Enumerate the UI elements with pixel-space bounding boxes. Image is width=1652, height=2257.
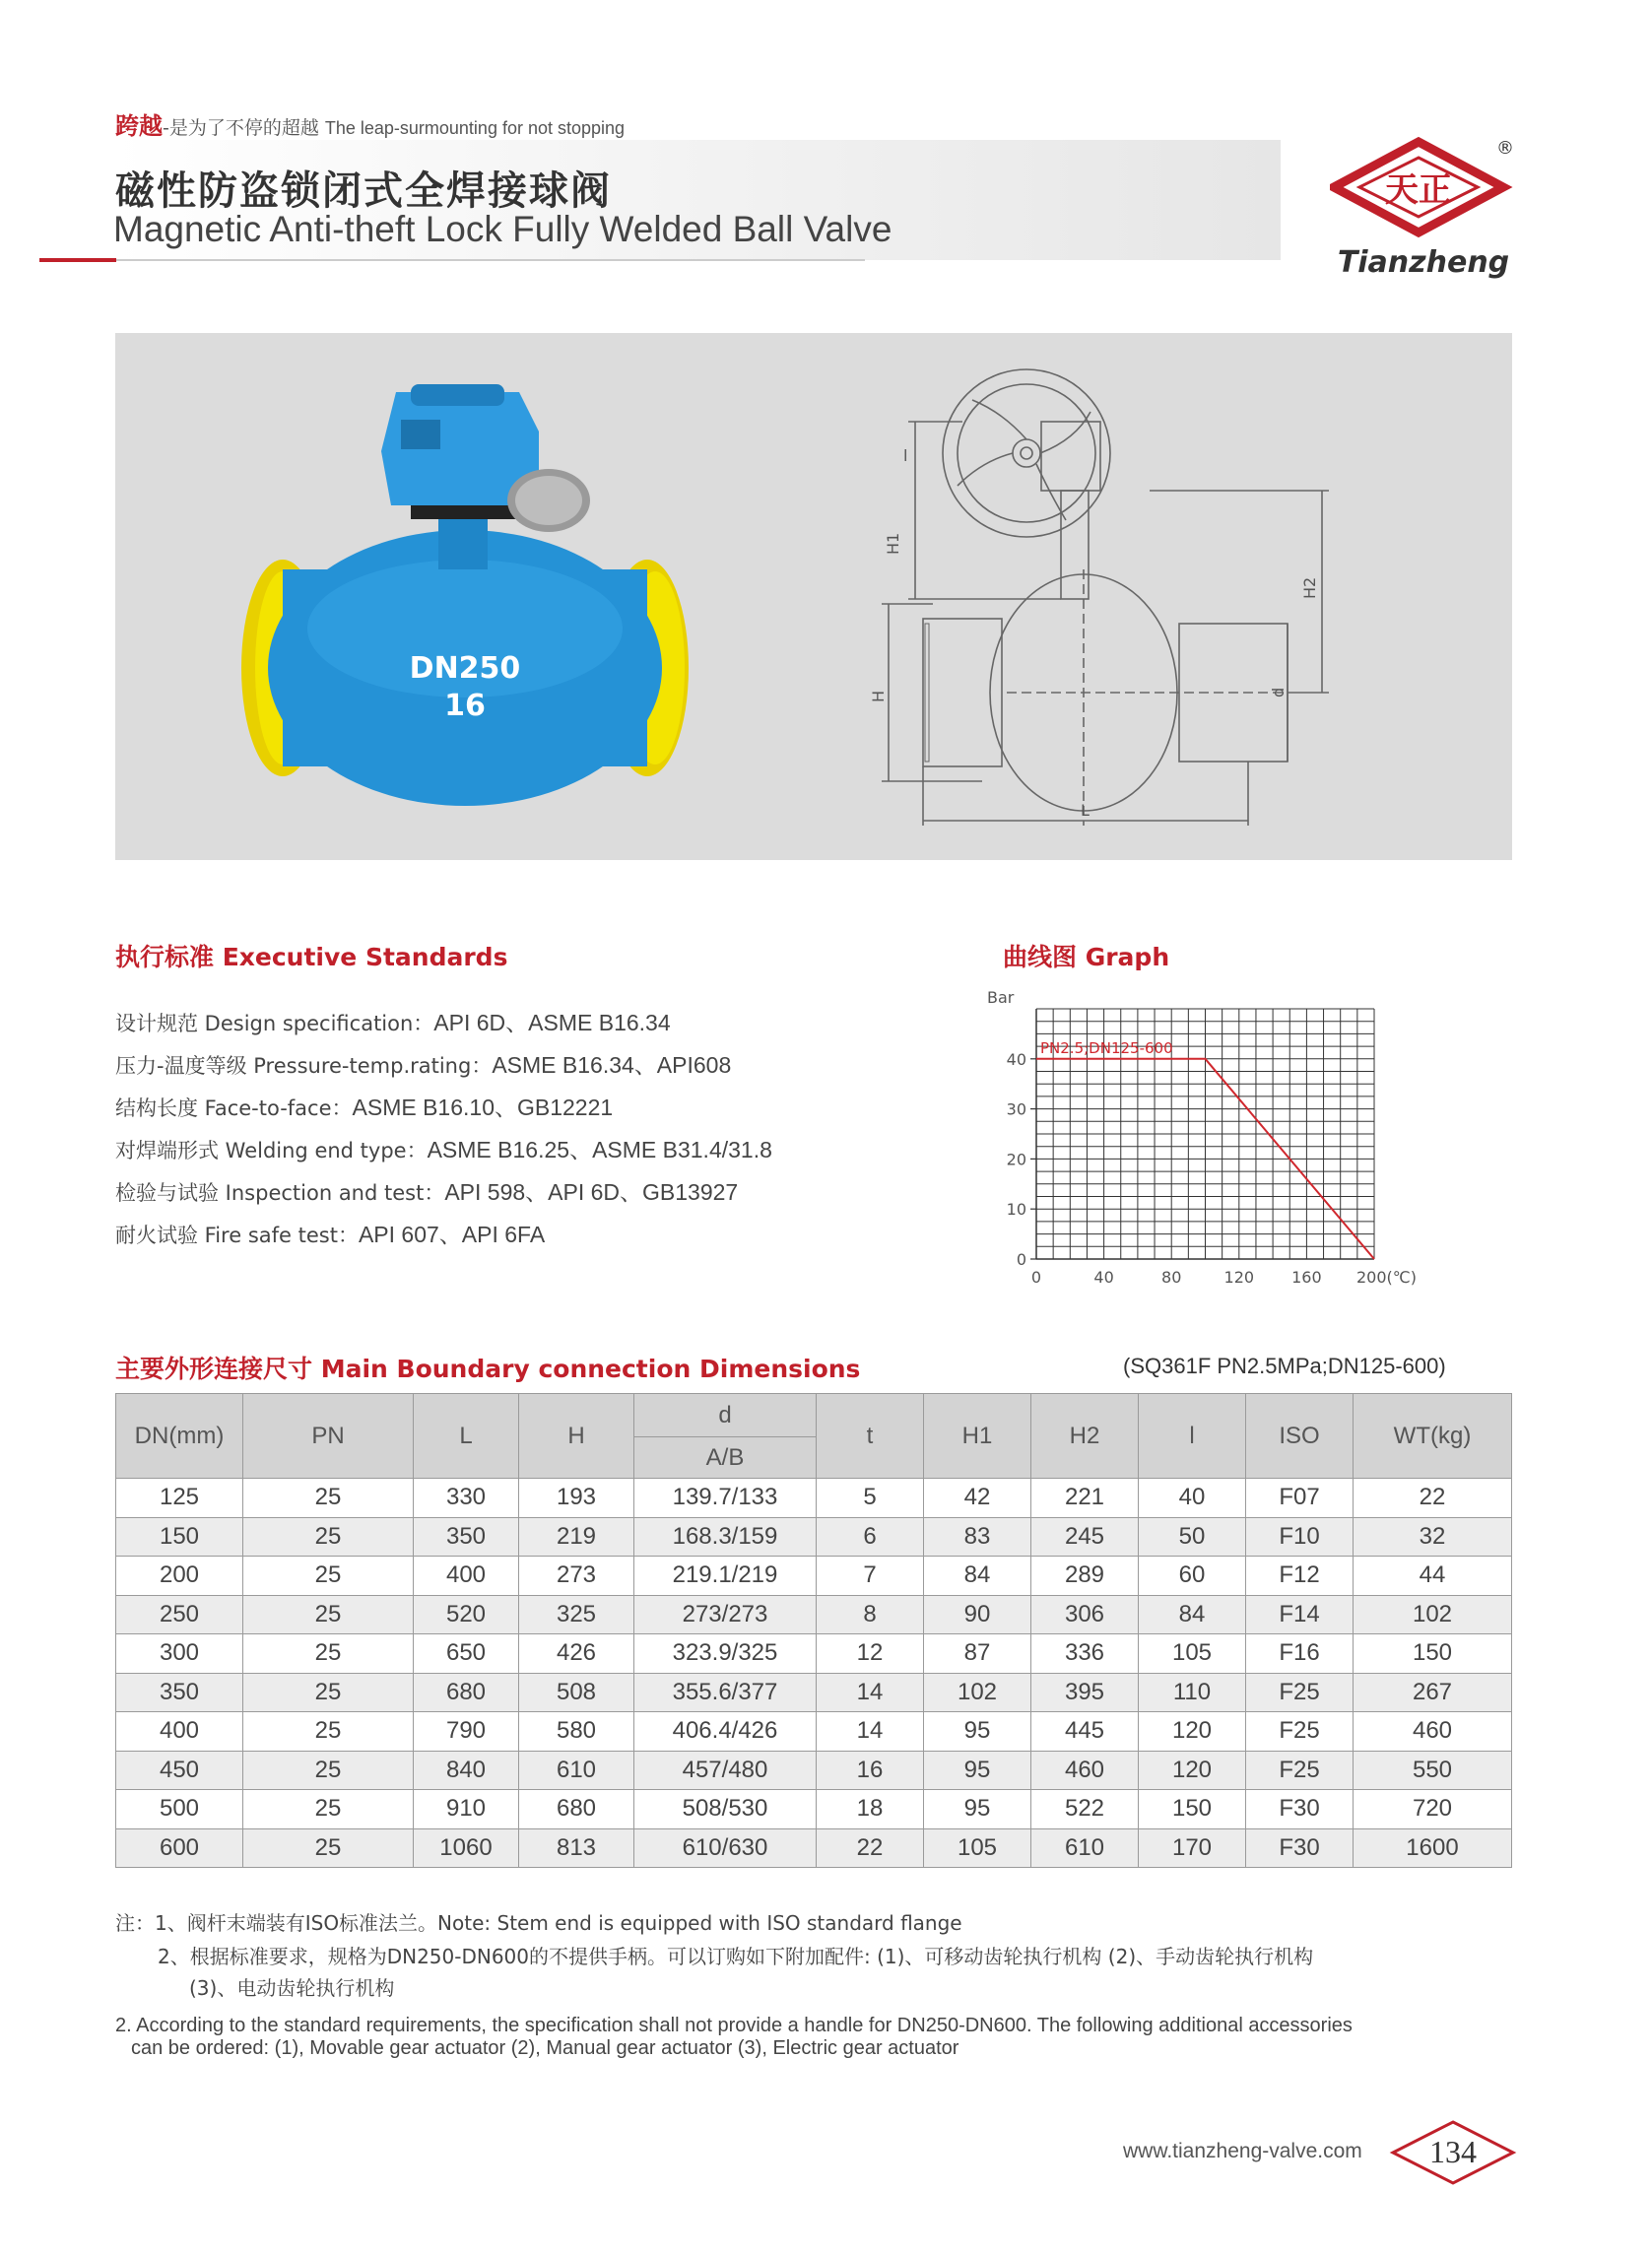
table-cell: 426 [519, 1634, 634, 1674]
table-cell: 25 [243, 1751, 414, 1790]
table-cell: 508 [519, 1673, 634, 1712]
page-number-badge [1389, 2118, 1517, 2187]
table-cell: 25 [243, 1595, 414, 1634]
dim-label-h2: H2 [1300, 576, 1319, 599]
table-row [116, 1673, 1512, 1712]
graph-heading: 曲线图 Graph [1003, 943, 1170, 971]
table-cell: F10 [1246, 1517, 1354, 1557]
table-row [116, 1828, 1512, 1868]
table-cell: F25 [1246, 1751, 1354, 1790]
x-axis-unit-label: 200(℃) [1356, 1268, 1417, 1287]
table-cell: 406.4/426 [634, 1712, 817, 1752]
table-cell: 221 [1031, 1479, 1139, 1518]
table-cell: 219 [519, 1517, 634, 1557]
dim-label-h1: H1 [884, 532, 902, 555]
note-2-cn: 2、根据标准要求，规格为DN250-DN600的不提供手柄。可以订购如下附加配件: (1)、可移动齿轮执行机构 (2)、手动齿轮执行机构 [158, 1945, 1314, 1968]
table-row [116, 1479, 1512, 1518]
table-cell: 14 [817, 1712, 924, 1752]
table-cell: 289 [1031, 1557, 1139, 1596]
col-stem-l: l [1139, 1394, 1246, 1479]
table-cell: 168.3/159 [634, 1517, 817, 1557]
standard-value: API 6D、ASME B16.34 [433, 1010, 671, 1035]
standards-heading: 执行标准 Executive Standards [115, 943, 508, 971]
table-cell: 83 [924, 1517, 1031, 1557]
table-cell: 95 [924, 1751, 1031, 1790]
table-cell: 193 [519, 1479, 634, 1518]
table-cell: 200 [116, 1557, 243, 1596]
table-cell: 120 [1139, 1712, 1246, 1752]
table-cell: 460 [1031, 1751, 1139, 1790]
slogan [115, 106, 625, 141]
table-cell: 150 [1139, 1790, 1246, 1829]
table-cell: 90 [924, 1595, 1031, 1634]
col-dn: DN(mm) [116, 1394, 243, 1479]
table-cell: 6 [817, 1517, 924, 1557]
dim-label-l: l [903, 446, 908, 465]
y-tick-label: 40 [1006, 1049, 1026, 1069]
body-marking-pressure: 16 [444, 689, 486, 723]
standard-item [115, 1047, 731, 1080]
table-cell: 910 [414, 1790, 519, 1829]
slogan-cn: -是为了不停的超越 [163, 117, 319, 139]
table-cell: 520 [414, 1595, 519, 1634]
logo-brand-name: Tianzheng [1337, 245, 1510, 280]
page-title-cn: 磁性防盗锁闭式全焊接球阀 [115, 168, 612, 214]
table-cell: 395 [1031, 1673, 1139, 1712]
footer-url[interactable]: www.tianzheng-valve.com [1123, 2140, 1362, 2162]
table-cell: 7 [817, 1557, 924, 1596]
table-cell: 355.6/377 [634, 1673, 817, 1712]
table-cell: F25 [1246, 1712, 1354, 1752]
note-2-en: 2. According to the standard requirements, the specification shall not provide a handle for DN250-DN600. The following additional accessories [115, 2015, 1353, 2036]
table-cell: 840 [414, 1751, 519, 1790]
table-cell: 25 [243, 1479, 414, 1518]
table-cell: 18 [817, 1790, 924, 1829]
table-cell: 25 [243, 1634, 414, 1674]
table-cell: 323.9/325 [634, 1634, 817, 1674]
table-cell: 139.7/133 [634, 1479, 817, 1518]
table-cell: 125 [116, 1479, 243, 1518]
standard-item [115, 1132, 772, 1164]
standard-label: 检验与试验 Inspection and test： [115, 1181, 445, 1205]
table-cell: 170 [1139, 1828, 1246, 1868]
table-cell: 1060 [414, 1828, 519, 1868]
table-row [116, 1790, 1512, 1829]
dim-label-d: d [1269, 687, 1288, 697]
col-iso: ISO [1246, 1394, 1354, 1479]
series-label: PN2.5;DN125-600 [1040, 1038, 1173, 1057]
dim-label-h: H [869, 690, 888, 702]
table-cell: 460 [1354, 1712, 1512, 1752]
x-tick-label: 160 [1291, 1268, 1322, 1287]
table-cell: 95 [924, 1790, 1031, 1829]
table-cell: 267 [1354, 1673, 1512, 1712]
table-cell: 580 [519, 1712, 634, 1752]
table-cell: 5 [817, 1479, 924, 1518]
table-cell: 32 [1354, 1517, 1512, 1557]
table-cell: F30 [1246, 1790, 1354, 1829]
table-cell: 508/530 [634, 1790, 817, 1829]
table-cell: 550 [1354, 1751, 1512, 1790]
table-cell: 219.1/219 [634, 1557, 817, 1596]
table-cell: 25 [243, 1517, 414, 1557]
table-cell: 610/630 [634, 1828, 817, 1868]
x-tick-label: 0 [1030, 1268, 1042, 1287]
table-cell: 400 [116, 1712, 243, 1752]
table-cell: 325 [519, 1595, 634, 1634]
table-cell: 245 [1031, 1517, 1139, 1557]
title-underline [116, 259, 865, 261]
table-cell: 22 [817, 1828, 924, 1868]
table-cell: 150 [1354, 1634, 1512, 1674]
table-cell: 25 [243, 1790, 414, 1829]
product-image-panel [115, 333, 1512, 860]
logo-mark-text: 天正 [1385, 170, 1452, 210]
table-cell: 610 [1031, 1828, 1139, 1868]
table-cell: 600 [116, 1828, 243, 1868]
table-cell: 16 [817, 1751, 924, 1790]
table-cell: 25 [243, 1828, 414, 1868]
technical-drawing [882, 369, 1329, 826]
col-l: L [414, 1394, 519, 1479]
table-cell: 336 [1031, 1634, 1139, 1674]
table-cell: 450 [116, 1751, 243, 1790]
table-cell: 25 [243, 1712, 414, 1752]
note-1: 注：1、阀杆末端装有ISO标准法兰。Note: Stem end is equipped with ISO standard flange [115, 1911, 962, 1935]
page-number: 134 [1429, 2134, 1477, 2169]
col-h: H [519, 1394, 634, 1479]
y-tick-label: 0 [1016, 1250, 1026, 1269]
table-cell: F16 [1246, 1634, 1354, 1674]
standard-label: 结构长度 Face-to-face： [115, 1096, 353, 1120]
y-tick-label: 30 [1006, 1099, 1026, 1119]
table-cell: 84 [1139, 1595, 1246, 1634]
y-tick-label: 20 [1006, 1150, 1026, 1169]
table-cell: 25 [243, 1673, 414, 1712]
table-cell: 40 [1139, 1479, 1246, 1518]
table-cell: 306 [1031, 1595, 1139, 1634]
standard-label: 压力-温度等级 Pressure-temp.rating： [115, 1054, 493, 1078]
table-cell: 720 [1354, 1790, 1512, 1829]
standard-value: API 598、API 6D、GB13927 [444, 1179, 739, 1205]
table-cell: 330 [414, 1479, 519, 1518]
table-cell: 790 [414, 1712, 519, 1752]
table-row [116, 1634, 1512, 1674]
table-cell: 14 [817, 1673, 924, 1712]
table-cell: 350 [414, 1517, 519, 1557]
table-row [116, 1557, 1512, 1596]
x-tick-label: 40 [1093, 1268, 1114, 1287]
table-cell: 680 [414, 1673, 519, 1712]
note-2-en-cont: can be ordered: (1), Movable gear actuator (2), Manual gear actuator (3), Electric gear actuator [131, 2037, 959, 2059]
standard-item [115, 1174, 738, 1207]
table-cell: 1600 [1354, 1828, 1512, 1868]
table-cell: 680 [519, 1790, 634, 1829]
table-cell: F30 [1246, 1828, 1354, 1868]
dim-label-length: L [1081, 801, 1090, 820]
table-cell: 22 [1354, 1479, 1512, 1518]
standard-label: 对焊端形式 Welding end type： [115, 1139, 428, 1162]
table-cell: F12 [1246, 1557, 1354, 1596]
dimensions-heading: 主要外形连接尺寸 Main Boundary connection Dimensions [115, 1355, 861, 1383]
company-logo [1330, 134, 1517, 282]
standard-value: ASME B16.34、API608 [492, 1052, 732, 1078]
table-cell: 522 [1031, 1790, 1139, 1829]
x-tick-label: 120 [1223, 1268, 1255, 1287]
standard-value: API 607、API 6FA [358, 1222, 546, 1247]
note-2-cn-cont: (3)、电动齿轮执行机构 [189, 1976, 395, 2000]
standard-value: ASME B16.25、ASME B31.4/31.8 [427, 1137, 772, 1162]
table-cell: 250 [116, 1595, 243, 1634]
table-cell: 84 [924, 1557, 1031, 1596]
col-wt: WT(kg) [1354, 1394, 1512, 1479]
col-h1: H1 [924, 1394, 1031, 1479]
body-marking-size: DN250 [409, 651, 521, 686]
table-cell: 12 [817, 1634, 924, 1674]
table-cell: 500 [116, 1790, 243, 1829]
standard-item [115, 1005, 671, 1037]
table-cell: 95 [924, 1712, 1031, 1752]
table-cell: F14 [1246, 1595, 1354, 1634]
table-cell: 445 [1031, 1712, 1139, 1752]
table-cell: 110 [1139, 1673, 1246, 1712]
slogan-en: The leap-surmounting for not stopping [324, 118, 626, 138]
table-cell: 813 [519, 1828, 634, 1868]
table-cell: 102 [1354, 1595, 1512, 1634]
table-cell: 87 [924, 1634, 1031, 1674]
table-row [116, 1751, 1512, 1790]
table-cell: F07 [1246, 1479, 1354, 1518]
table-row [116, 1712, 1512, 1752]
table-cell: 42 [924, 1479, 1031, 1518]
table-cell: 650 [414, 1634, 519, 1674]
registered-mark: ® [1496, 138, 1514, 159]
table-cell: 25 [243, 1557, 414, 1596]
table-cell: 273 [519, 1557, 634, 1596]
y-axis-label: Bar [987, 991, 1015, 1007]
table-cell: 60 [1139, 1557, 1246, 1596]
table-cell: F25 [1246, 1673, 1354, 1712]
product-illustration [115, 333, 1512, 860]
dimensions-table [115, 1393, 1512, 1868]
slogan-brand: 跨越 [115, 112, 163, 140]
table-cell: 400 [414, 1557, 519, 1596]
title-accent-line [39, 258, 116, 262]
col-t: t [817, 1394, 924, 1479]
table-cell: 300 [116, 1634, 243, 1674]
table-cell: 610 [519, 1751, 634, 1790]
table-cell: 105 [924, 1828, 1031, 1868]
table-cell: 457/480 [634, 1751, 817, 1790]
table-cell: 350 [116, 1673, 243, 1712]
x-tick-label: 80 [1161, 1268, 1182, 1287]
table-cell: 102 [924, 1673, 1031, 1712]
dimensions-model: (SQ361F PN2.5MPa;DN125-600) [1123, 1354, 1446, 1378]
y-tick-label: 10 [1006, 1200, 1026, 1220]
standard-item [115, 1217, 545, 1249]
col-d: d [634, 1394, 817, 1437]
standard-item [115, 1090, 613, 1122]
pressure-temperature-chart [985, 991, 1419, 1296]
table-cell: 120 [1139, 1751, 1246, 1790]
table-cell: 8 [817, 1595, 924, 1634]
table-row [116, 1595, 1512, 1634]
table-cell: 44 [1354, 1557, 1512, 1596]
table-row [116, 1517, 1512, 1557]
table-cell: 50 [1139, 1517, 1246, 1557]
col-h2: H2 [1031, 1394, 1139, 1479]
table-cell: 273/273 [634, 1595, 817, 1634]
col-d-sub: A/B [634, 1437, 817, 1479]
table-cell: 105 [1139, 1634, 1246, 1674]
standard-label: 耐火试验 Fire safe test： [115, 1224, 359, 1247]
standard-label: 设计规范 Design specification： [115, 1012, 434, 1035]
standard-value: ASME B16.10、GB12221 [352, 1095, 614, 1120]
table-cell: 150 [116, 1517, 243, 1557]
page-title-en: Magnetic Anti-theft Lock Fully Welded Ball Valve [113, 209, 892, 249]
col-pn: PN [243, 1394, 414, 1479]
valve-photo [241, 384, 689, 806]
